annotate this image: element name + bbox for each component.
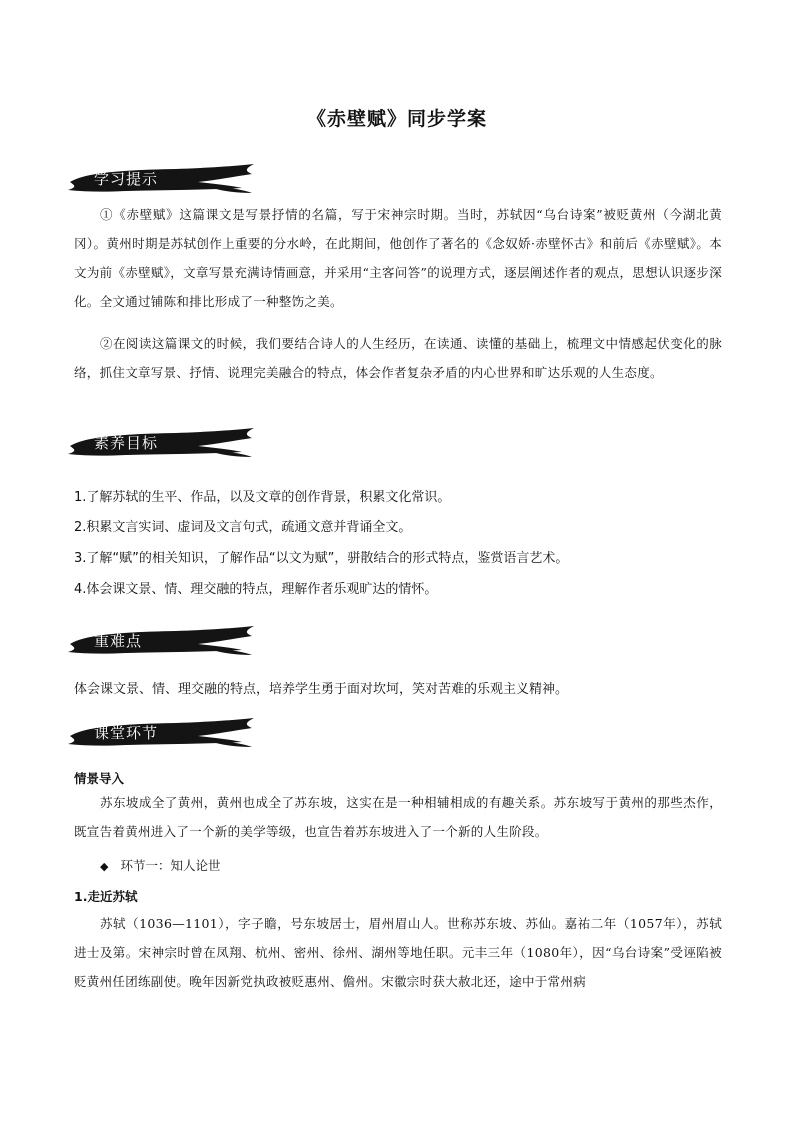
goal-item-4: 4.体会课文景、情、理交融的特点，理解作者乐观旷达的情怀。 <box>74 582 438 597</box>
intro-title: 情景导入 <box>74 771 125 786</box>
section-header-label: 重难点 <box>94 632 143 650</box>
section-header-label: 素养目标 <box>94 434 159 452</box>
goal-item-2: 2.积累文言实词、虚词及文言句式，疏通文意并背诵全文。 <box>74 520 412 535</box>
page-title: 《赤壁赋》同步学案 <box>306 108 487 130</box>
subheading-su-shi: 1.走近苏轼 <box>74 889 138 904</box>
section-header-tips <box>66 160 256 196</box>
goal-item-1: 1.了解苏轼的生平、作品，以及文章的创作背景，积累文化常识。 <box>74 490 451 505</box>
section-header-key-points <box>66 622 256 658</box>
tips-paragraph-2: ②在阅读这篇课文的时候，我们要结合诗人的人生经历，在读通、读懂的基础上，梳理文中情感起伏变化的脉络，抓住文章写景、抒情、说理完美融合的特点，体会作者复杂矛盾的内心世界和旷达乐观的人生态度。 <box>74 336 722 380</box>
step-heading <box>100 856 220 874</box>
section-header-goals <box>66 424 256 460</box>
section-header-classroom <box>66 714 256 750</box>
diamond-bullet-icon: ◆ <box>100 860 109 873</box>
section-header-label: 课堂环节 <box>94 724 159 742</box>
key-points-text: 体会课文景、情、理交融的特点，培养学生勇于面对坎坷，笑对苦难的乐观主义精神。 <box>74 682 569 697</box>
section-header-label: 学习提示 <box>94 170 159 188</box>
step-heading-label: 环节一：知人论世 <box>120 858 221 873</box>
intro-paragraph: 苏东坡成全了黄州，黄州也成全了苏东坡，这实在是一种相辅相成的有趣关系。苏东坡写于黄州的那些杰作，既宣告着黄州进入了一个新的美学等级，也宣告着苏东坡进入了一个新的人生阶段。 <box>74 795 722 839</box>
goal-item-3: 3.了解“赋”的相关知识，了解作品“以文为赋”，骈散结合的形式特点，鉴赏语言艺术。 <box>74 551 569 566</box>
su-shi-paragraph: 苏轼（1036—1101），字子瞻，号东坡居士，眉州眉山人。世称苏东坡、苏仙。嘉祐二年（1057年），苏轼进士及第。宋神宗时曾在凤翔、杭州、密州、徐州、湖州等地任职。元丰三年（1080年），因“乌台诗案”受诬陷被贬黄州任团练副使。晚年因新党执政被贬惠州、儋州。宋徽宗时获大赦北还，途中于常州病 <box>74 916 722 989</box>
tips-paragraph-1: ①《赤壁赋》这篇课文是写景抒情的名篇，写于宋神宗时期。当时，苏轼因“乌台诗案”被贬黄州（今湖北黄冈）。黄州时期是苏轼创作上重要的分水岭，在此期间，他创作了著名的《念奴娇·赤壁怀古》和前后《赤壁赋》。本文为前《赤壁赋》，文章写景充满诗情画意，并采用“主客问答”的说理方式，逐层阐述作者的观点，思想认识逐步深化。全文通过铺陈和排比形成了一种整饬之美。 <box>74 207 722 309</box>
